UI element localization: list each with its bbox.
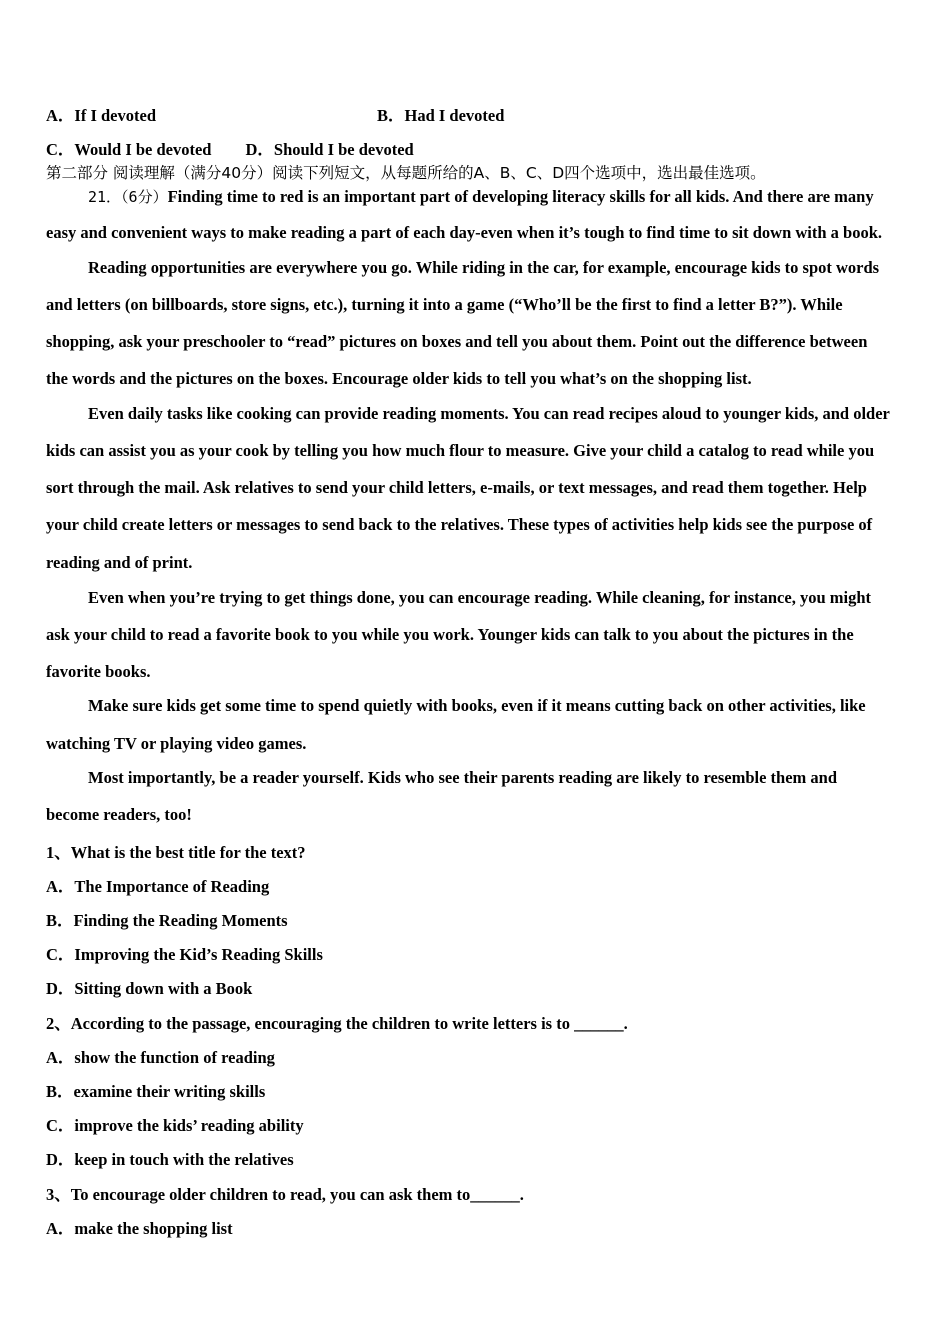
- passage-line: sort through the mail. Ask relatives to send your child letters, e-mails, or text messages, and read them together. Help: [46, 478, 867, 497]
- question-stem: 1、What is the best title for the text?: [46, 843, 306, 862]
- passage-line: and letters (on billboards, store signs, etc.), turning it into a game (“Who’ll be the first to find a letter B?”). While: [46, 295, 843, 314]
- answer-option: C．improve the kids’ reading ability: [46, 1116, 304, 1135]
- option-a: A．If I devoted: [46, 106, 156, 125]
- passage-line: shopping, ask your preschooler to “read” pictures on boxes and tell you about them. Point out the difference between: [46, 332, 868, 351]
- prev-question-options-row-1: [46, 102, 156, 126]
- answer-option: C．Improving the Kid’s Reading Skills: [46, 945, 323, 964]
- passage-line: your child create letters or messages to send back to the relatives. These types of activities help kids see the purpose of: [46, 515, 873, 534]
- option-b: B．Had I devoted: [377, 106, 505, 125]
- passage-line: ask your child to read a favorite book to you while you work. Younger kids can talk to you about the pictures in the: [46, 625, 854, 644]
- answer-option: B．Finding the Reading Moments: [46, 911, 288, 930]
- passage-line: watching TV or playing video games.: [46, 734, 307, 753]
- question-stem: 2、According to the passage, encouraging the children to write letters is to ______.: [46, 1014, 628, 1033]
- answer-option: A．show the function of reading: [46, 1048, 275, 1067]
- option-c: C．Would I be devoted: [46, 140, 212, 159]
- passage-line: the words and the pictures on the boxes. Encourage older kids to tell you what’s on the shopping list.: [46, 369, 752, 388]
- passage-line: become readers, too!: [46, 805, 192, 824]
- passage-line: kids can assist you as your cook by telling you how much flour to measure. Give your child a catalog to read while you: [46, 441, 875, 460]
- answer-option: D．keep in touch with the relatives: [46, 1150, 294, 1169]
- answer-option: A．make the shopping list: [46, 1219, 233, 1238]
- answer-option: D．Sitting down with a Book: [46, 979, 253, 998]
- prev-question-options-row-2: [46, 136, 414, 160]
- passage-line: reading and of print.: [46, 553, 193, 572]
- passage-line: Even daily tasks like cooking can provide reading moments. You can read recipes aloud to younger kids, and older: [88, 404, 890, 423]
- question-number: 21．（6分）: [88, 188, 168, 206]
- passage-line: Reading opportunities are everywhere you go. While riding in the car, for example, encourage kids to spot words: [88, 258, 880, 277]
- passage-line: Even when you’re trying to get things done, you can encourage reading. While cleaning, for instance, you might: [88, 588, 872, 607]
- passage-line: Most importantly, be a reader yourself. Kids who see their parents reading are likely to resemble them and: [88, 768, 838, 787]
- passage-line: favorite books.: [46, 662, 151, 681]
- answer-option: B．examine their writing skills: [46, 1082, 266, 1101]
- passage-line: Make sure kids get some time to spend quietly with books, even if it means cutting back on other activities, like: [88, 696, 866, 715]
- passage-line: 21．（6分）Finding time to red is an important part of developing literacy skills for all kids. And there are many: [88, 187, 874, 206]
- option-d: D．Should I be devoted: [245, 140, 414, 159]
- question-stem: 3、To encourage older children to read, you can ask them to______.: [46, 1185, 524, 1204]
- section-heading: 第二部分 阅读理解（满分40分）阅读下列短文，从每题所给的A、B、C、D四个选项中，选出最佳选项。: [46, 164, 766, 182]
- passage-line: easy and convenient ways to make reading a part of each day-even when it’s tough to find time to sit down with a book.: [46, 223, 883, 242]
- answer-option: A．The Importance of Reading: [46, 877, 270, 896]
